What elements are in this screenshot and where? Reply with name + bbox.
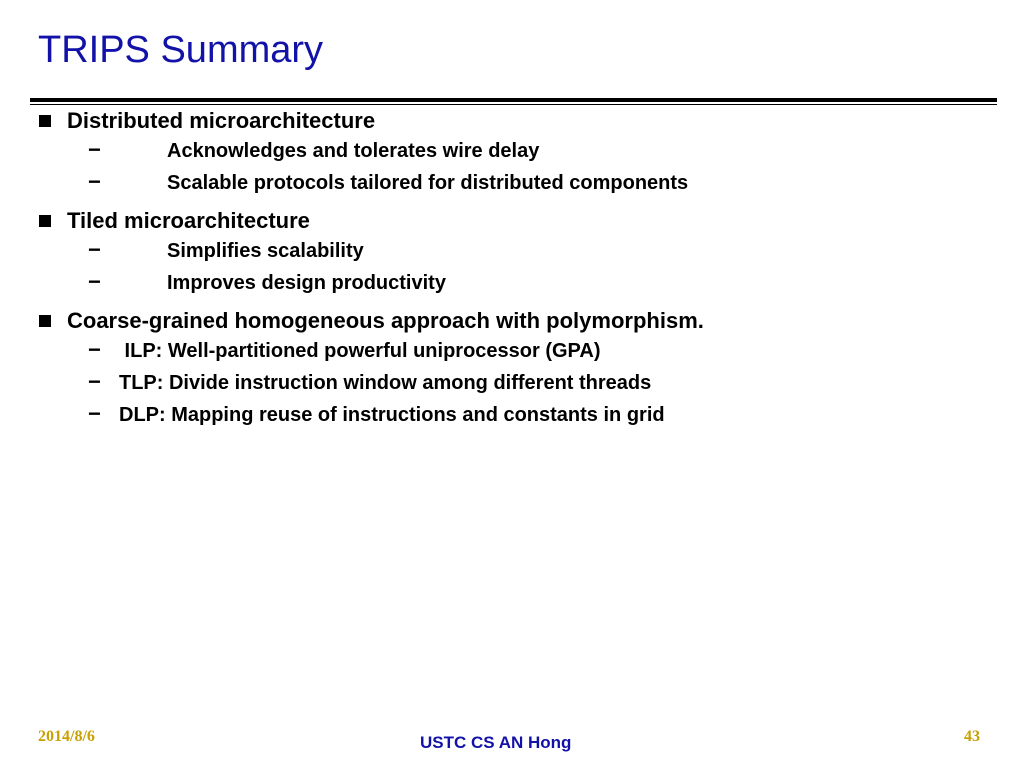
dash-bullet-icon: −: [88, 169, 101, 194]
square-bullet-icon: [39, 315, 51, 327]
dash-bullet-icon: −: [88, 369, 101, 394]
sub-bullet-item: [36, 135, 996, 167]
sub-bullet-text: DLP: Mapping reuse of instructions and constants in grid: [119, 404, 665, 426]
bullet-text: Distributed microarchitecture: [67, 108, 376, 133]
sub-bullet-item: [36, 335, 996, 367]
sub-bullet-text: ILP: Well-partitioned powerful uniprocessor (GPA): [119, 340, 601, 362]
bullet-item: [36, 207, 996, 235]
square-bullet-icon: [39, 215, 51, 227]
bullet-item: [36, 307, 996, 335]
sub-bullet-item: [36, 235, 996, 267]
sub-bullet-item: [36, 267, 996, 299]
dash-bullet-icon: −: [88, 237, 101, 262]
sub-bullet-item: [36, 367, 996, 399]
sub-bullet-text: Simplifies scalability: [167, 240, 364, 262]
footer-date: 2014/8/6: [38, 728, 95, 745]
dash-bullet-icon: −: [88, 269, 101, 294]
title-divider-thick: [30, 98, 997, 102]
sub-bullet-text: Scalable protocols tailored for distributed components: [167, 172, 689, 194]
bullet-text: Tiled microarchitecture: [67, 208, 310, 233]
sub-bullet-item: [36, 399, 996, 431]
dash-bullet-icon: −: [88, 137, 101, 162]
sub-bullet-text: Acknowledges and tolerates wire delay: [167, 140, 540, 162]
title-divider-thin: [30, 104, 997, 105]
slide-title: TRIPS Summary: [38, 29, 324, 71]
bullet-text: Coarse-grained homogeneous approach with polymorphism.: [67, 308, 704, 333]
slide-body: [36, 107, 996, 431]
square-bullet-icon: [39, 115, 51, 127]
page-number: 43: [964, 728, 980, 745]
dash-bullet-icon: −: [88, 401, 101, 426]
bullet-item: [36, 107, 996, 135]
sub-bullet-text: Improves design productivity: [167, 272, 446, 294]
footer-author: USTC CS AN Hong: [420, 733, 572, 752]
sub-bullet-item: [36, 167, 996, 199]
dash-bullet-icon: −: [88, 337, 101, 362]
sub-bullet-text: TLP: Divide instruction window among different threads: [119, 372, 652, 394]
